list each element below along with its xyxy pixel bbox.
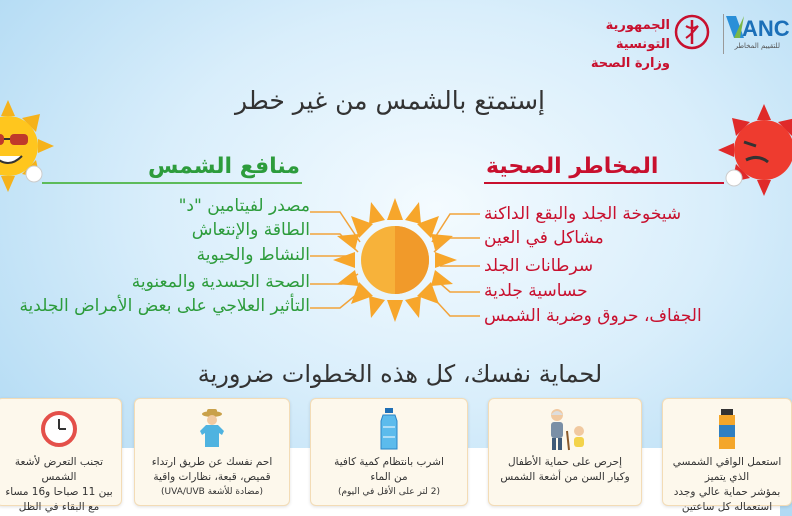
risk-item: شيخوخة الجلد والبقع الداكنة bbox=[484, 204, 682, 224]
header-logos bbox=[560, 10, 790, 71]
card-text: استعمل الواقي الشمسي الذي يتميز بمؤشر حماية عالي وجدد استعماله كل ساعتين bbox=[672, 456, 782, 513]
card-text: احم نفسك عن طريق ارتداء قميص، قبعة، نظارات واقية (مضادة للأشعة UVA/UVB) bbox=[151, 456, 273, 497]
risks-heading: المخاطر الصحية bbox=[486, 154, 659, 179]
anc-logo-icon bbox=[724, 12, 790, 42]
card-text: إحرص على حماية الأطفال وكبار السن من أشعة الشمس bbox=[500, 456, 630, 483]
risk-item: مشاكل في العين bbox=[484, 228, 604, 248]
angry-sun-icon bbox=[712, 102, 792, 198]
card-text: اشرب بانتظام كمية كافية من الماء (2 لتر على الأقل في اليوم) bbox=[334, 456, 444, 497]
risks-underline bbox=[484, 182, 724, 184]
risk-item: سرطانات الجلد bbox=[484, 256, 594, 276]
card-protect-children-elderly bbox=[488, 398, 642, 506]
benefit-item: مصدر لفيتامين "د" bbox=[178, 196, 310, 216]
benefit-item: النشاط والحيوية bbox=[196, 245, 310, 265]
ministry-line-2: وزارة الصحة bbox=[590, 56, 670, 71]
benefits-underline bbox=[42, 182, 302, 184]
anc-subtitle: للتقييم المخاطر bbox=[734, 42, 780, 50]
benefit-item: التأثير العلاجي على بعض الأمراض الجلدية bbox=[19, 296, 310, 316]
clothing-icon bbox=[192, 407, 232, 451]
benefit-item: الطاقة والإنتعاش bbox=[191, 220, 310, 240]
benefit-item: الصحة الجسدية والمعنوية bbox=[131, 272, 310, 292]
steps-heading: لحماية نفسك، كل هذه الخطوات ضرورية bbox=[197, 360, 603, 388]
risk-item: حساسية جلدية bbox=[484, 281, 588, 301]
card-text: تجنب التعرض لأشعة الشمس بين 11 صباحا و16 مساء مع البقاء في الظل bbox=[5, 456, 113, 513]
central-sun-icon bbox=[330, 195, 460, 325]
anc-logo bbox=[724, 12, 790, 58]
benefits-heading: منافع الشمس bbox=[148, 154, 300, 179]
sunscreen-icon bbox=[707, 407, 747, 451]
ministry-emblem-icon bbox=[674, 12, 710, 52]
family-icon bbox=[535, 407, 595, 451]
risk-item: الجفاف، حروق وضربة الشمس bbox=[484, 306, 702, 326]
clock-icon bbox=[39, 407, 79, 451]
ministry-name bbox=[560, 16, 670, 73]
page-title: إستمتع بالشمس من غير خطر bbox=[235, 86, 545, 115]
svg-text:ANC: ANC bbox=[742, 16, 790, 41]
water-bottle-icon bbox=[369, 407, 409, 451]
card-avoid-sun bbox=[0, 398, 122, 513]
card-sunscreen bbox=[662, 398, 792, 513]
card-protective-clothing bbox=[134, 398, 290, 506]
ministry-line-1: الجمهورية التونسية bbox=[605, 18, 670, 52]
card-drink-water bbox=[310, 398, 468, 506]
